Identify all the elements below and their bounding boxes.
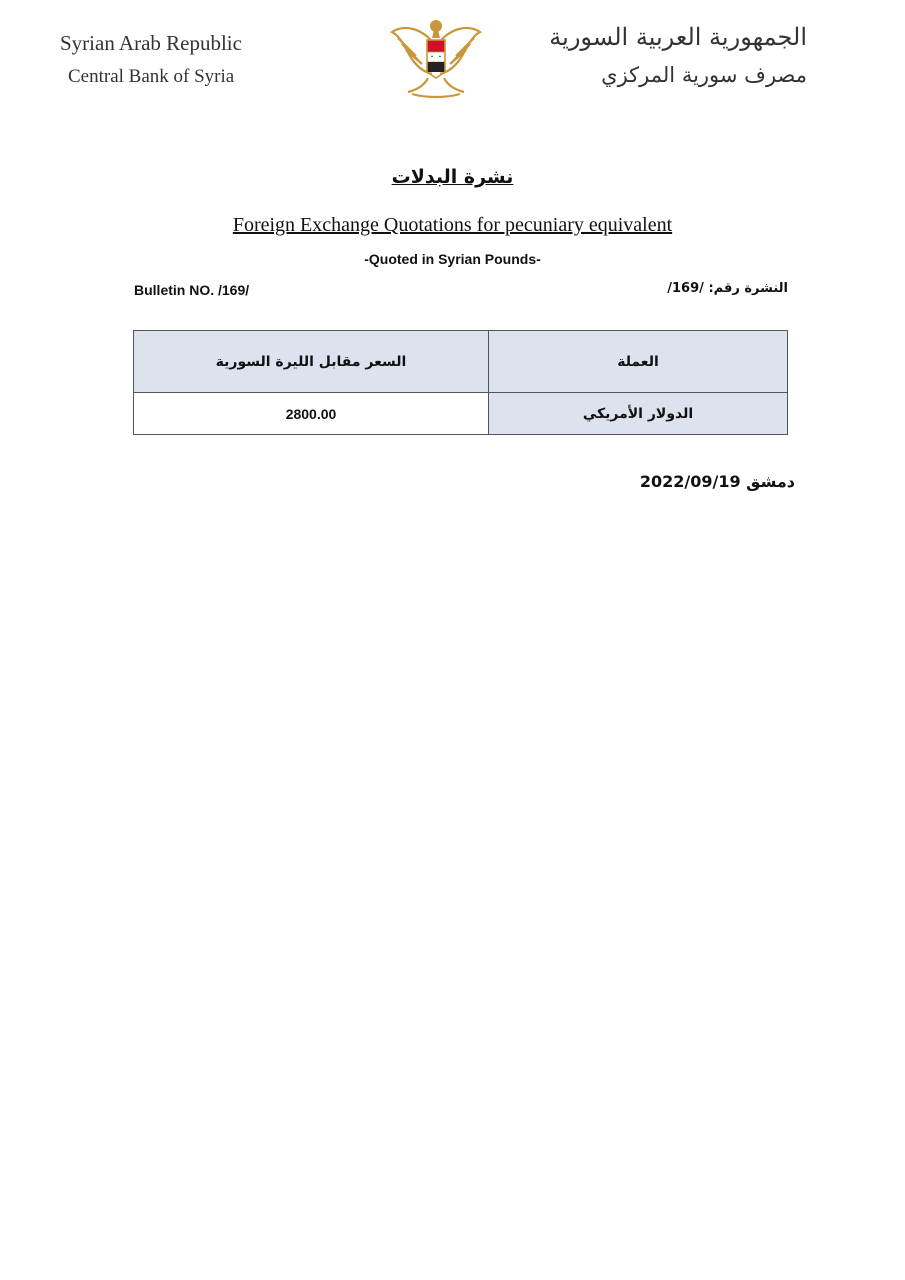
quoted-note: -Quoted in Syrian Pounds-	[364, 251, 541, 267]
bank-name-en: Central Bank of Syria	[68, 66, 235, 87]
eagle-emblem-icon	[388, 16, 484, 100]
title-english: Foreign Exchange Quotations for pecuniary equivalent	[232, 214, 673, 236]
title-arabic: نشرة البدلات	[391, 166, 514, 188]
bank-name-ar: مصرف سورية المركزي	[601, 63, 807, 87]
bulletin-number-ar	[667, 281, 788, 296]
header-currency: العملة	[489, 331, 788, 393]
arabic-header	[549, 20, 807, 90]
country-name-en: Syrian Arab Republic	[60, 31, 242, 55]
country-name-ar: الجمهورية العربية السورية	[549, 23, 807, 51]
exchange-rate-table	[133, 330, 788, 435]
bulletin-value-ar: /169/	[667, 281, 704, 296]
rate-cell: 2800.00	[134, 393, 489, 435]
issue-date-value: 2022/09/19	[639, 472, 741, 491]
english-header	[60, 30, 242, 90]
issue-date	[640, 472, 795, 491]
bulletin-number-en: Bulletin NO. /169/	[134, 282, 250, 298]
bulletin-label-ar: النشرة رقم:	[708, 281, 788, 296]
table-header-row	[134, 331, 788, 393]
header-rate: السعر مقابل الليرة السورية	[134, 331, 489, 393]
issue-place: دمشق	[746, 472, 795, 491]
table-row	[134, 393, 788, 435]
currency-cell: الدولار الأمريكي	[489, 393, 788, 435]
